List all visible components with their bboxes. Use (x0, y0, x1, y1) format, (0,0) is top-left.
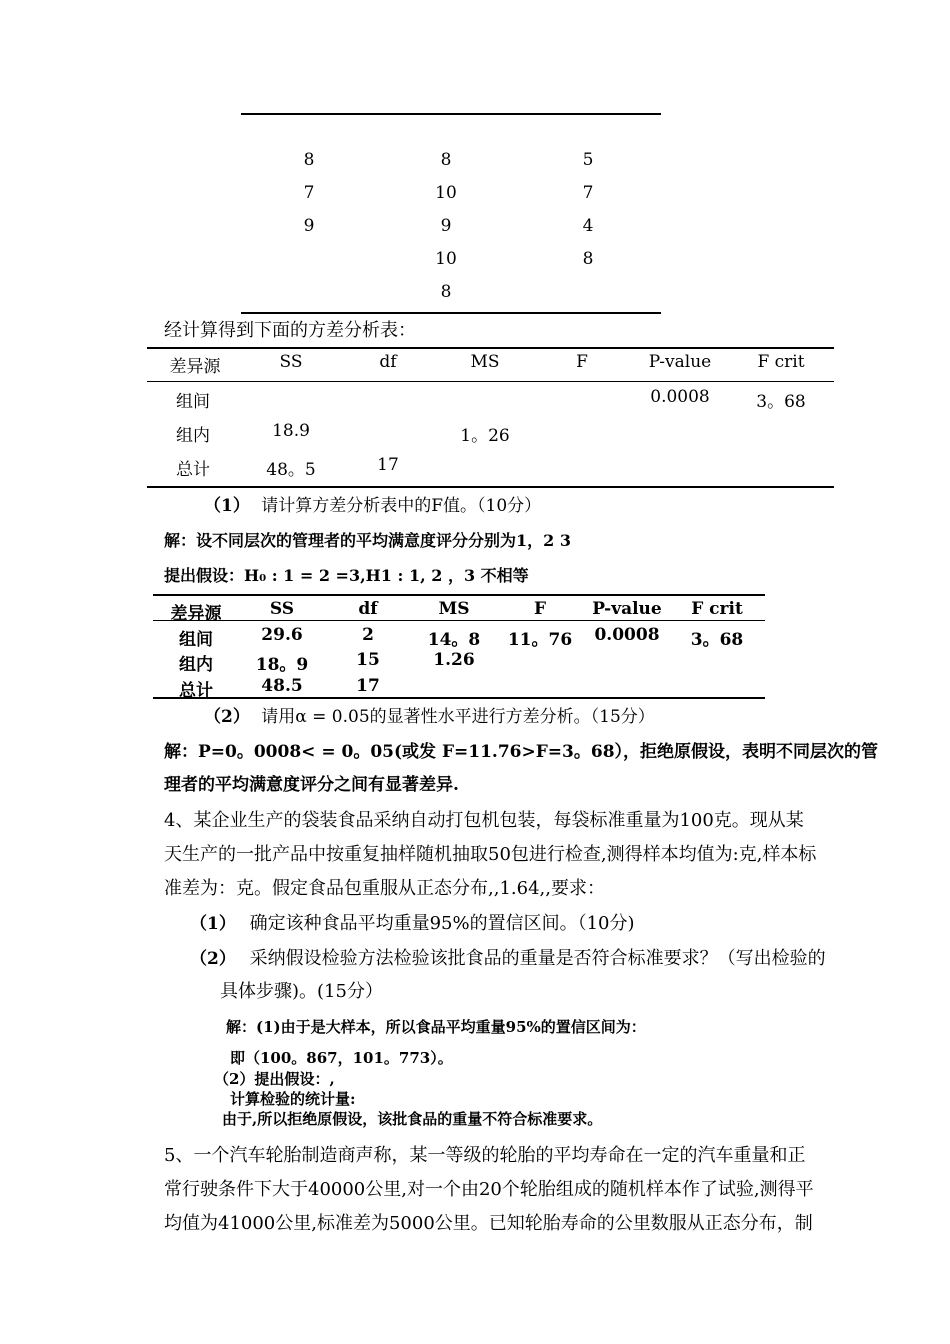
anova2-header-rule (153, 620, 765, 621)
question-2 (204, 702, 655, 727)
problem-5-line-2: 常行驶条件下大于40000公里,对一个由20个轮胎组成的随机样本作了试验,测得平 (164, 1179, 814, 1200)
table-cell: 29.6 (261, 625, 303, 645)
anova1-bottom-rule (147, 486, 834, 488)
data-cell: 4 (582, 216, 594, 236)
data-cell: 7 (582, 183, 594, 203)
problem-4-question-2 (190, 944, 826, 970)
question-1 (204, 491, 541, 516)
data-table-top-rule (241, 113, 661, 115)
table-cell: 14。8 (427, 630, 481, 650)
data-cell: 9 (303, 216, 315, 236)
table-cell: 0.0008 (650, 387, 710, 407)
table-cell: 3。68 (756, 392, 806, 412)
table-header: P-value (592, 599, 662, 619)
table-header: P-value (648, 352, 712, 372)
question-text: 确定该种食品平均重量95%的置信区间。（10分) (249, 913, 635, 934)
table-cell: 总计 (176, 460, 210, 480)
problem-4-line-2: 天生产的一批产品中按重复抽样随机抽取50包进行检查,测得样本均值为:克,样本标 (164, 844, 817, 865)
table-cell: 15 (356, 650, 380, 670)
intro-text: 经计算得到下面的方差分析表： (164, 320, 416, 341)
problem-4-line-3: 准差为：克。假定食品包重服从正态分布,,1.64,,要求： (164, 878, 605, 899)
table-cell: 48.5 (261, 676, 303, 696)
solution-2-line-2: 理者的平均满意度评分之间有显著差异. (164, 775, 459, 795)
table-cell: 18.9 (272, 421, 310, 441)
problem-5-line-3: 均值为41000公里,标准差为5000公里。已知轮胎寿命的公里数服从正态分布，制 (164, 1213, 813, 1234)
problem-4-question-2-cont: 具体步骤)。(15分） (220, 981, 383, 1002)
solution-4-line-2: 即（100。867，101。773）。 (230, 1049, 453, 1067)
solution-4-line-4: 计算检验的统计量: (230, 1090, 356, 1108)
question-number: （1） (204, 496, 250, 516)
anova2-bottom-rule (153, 697, 765, 699)
question-text: 请计算方差分析表中的F值。（10分） (261, 496, 542, 516)
data-cell: 8 (440, 282, 452, 302)
table-cell: 组间 (179, 630, 213, 650)
table-header: 差异源 (169, 357, 221, 377)
solution-4-line-3: （2）提出假设：, (214, 1070, 335, 1088)
table-cell: 3。68 (690, 630, 744, 650)
table-header: MS (438, 599, 470, 619)
table-cell: 48。5 (266, 460, 316, 480)
table-cell: 2 (362, 625, 374, 645)
problem-4-line-1: 4、某企业生产的袋装食品采纳自动打包机包装，每袋标准重量为100克。现从某 (164, 810, 804, 831)
table-header: F crit (757, 352, 805, 372)
data-cell: 10 (435, 249, 457, 269)
table-header: F crit (691, 599, 743, 619)
table-cell: 17 (377, 455, 399, 475)
table-cell: 1.26 (433, 650, 475, 670)
data-cell: 7 (303, 183, 315, 203)
table-cell: 11。76 (507, 630, 573, 650)
table-header: SS (279, 352, 303, 372)
table-cell: 17 (356, 676, 380, 696)
solution-1-line-2: 提出假设：H₀ : 1 = 2 =3,H1 : 1, 2 ，3 不相等 (164, 566, 529, 585)
solution-2-line-1: 解：P=0。0008< = 0。05(或发 F=11.76>F=3。68），拒绝原假设，表明不同层次的管 (164, 742, 879, 762)
data-cell: 9 (440, 216, 452, 236)
table-header: F (533, 599, 547, 619)
question-number: （2） (190, 949, 236, 969)
table-header: df (379, 352, 397, 372)
data-table-bottom-rule (241, 312, 661, 314)
data-cell: 8 (440, 150, 452, 170)
data-cell: 10 (435, 183, 457, 203)
table-header: 差异源 (170, 604, 222, 624)
table-cell: 总计 (179, 681, 213, 701)
table-cell: 18。9 (255, 655, 309, 675)
table-header: F (576, 352, 588, 372)
data-cell: 5 (582, 150, 594, 170)
table-header: MS (470, 352, 500, 372)
problem-5-line-1: 5、一个汽车轮胎制造商声称，某一等级的轮胎的平均寿命在一定的汽车重量和正 (164, 1145, 806, 1166)
solution-4-line-5: 由于,所以拒绝原假设，该批食品的重量不符合标准要求。 (222, 1110, 603, 1128)
table-cell: 组内 (179, 655, 213, 675)
table-cell: 组间 (176, 392, 210, 412)
anova2-top-rule (153, 594, 765, 596)
problem-4-question-1 (190, 909, 635, 935)
table-cell: 组内 (176, 426, 210, 446)
question-text: 采纳假设检验方法检验该批食品的重量是否符合标准要求？（写出检验的 (249, 948, 826, 969)
solution-4-line-1: 解：(1)由于是大样本，所以食品平均重量95%的置信区间为： (226, 1018, 646, 1036)
table-header: SS (269, 599, 295, 619)
solution-1-line-1: 解：设不同层次的管理者的平均满意度评分分别为1，2 3 (164, 531, 571, 550)
data-cell: 8 (303, 150, 315, 170)
anova1-header-rule (147, 381, 834, 382)
question-number: （2） (204, 707, 250, 727)
question-text: 请用α = 0.05的显著性水平进行方差分析。（15分） (261, 707, 655, 727)
question-number: （1） (190, 914, 236, 934)
table-header: df (358, 599, 378, 619)
table-cell: 1。26 (460, 426, 510, 446)
table-cell: 0.0008 (594, 625, 660, 645)
anova1-top-rule (147, 347, 834, 349)
data-cell: 8 (582, 249, 594, 269)
